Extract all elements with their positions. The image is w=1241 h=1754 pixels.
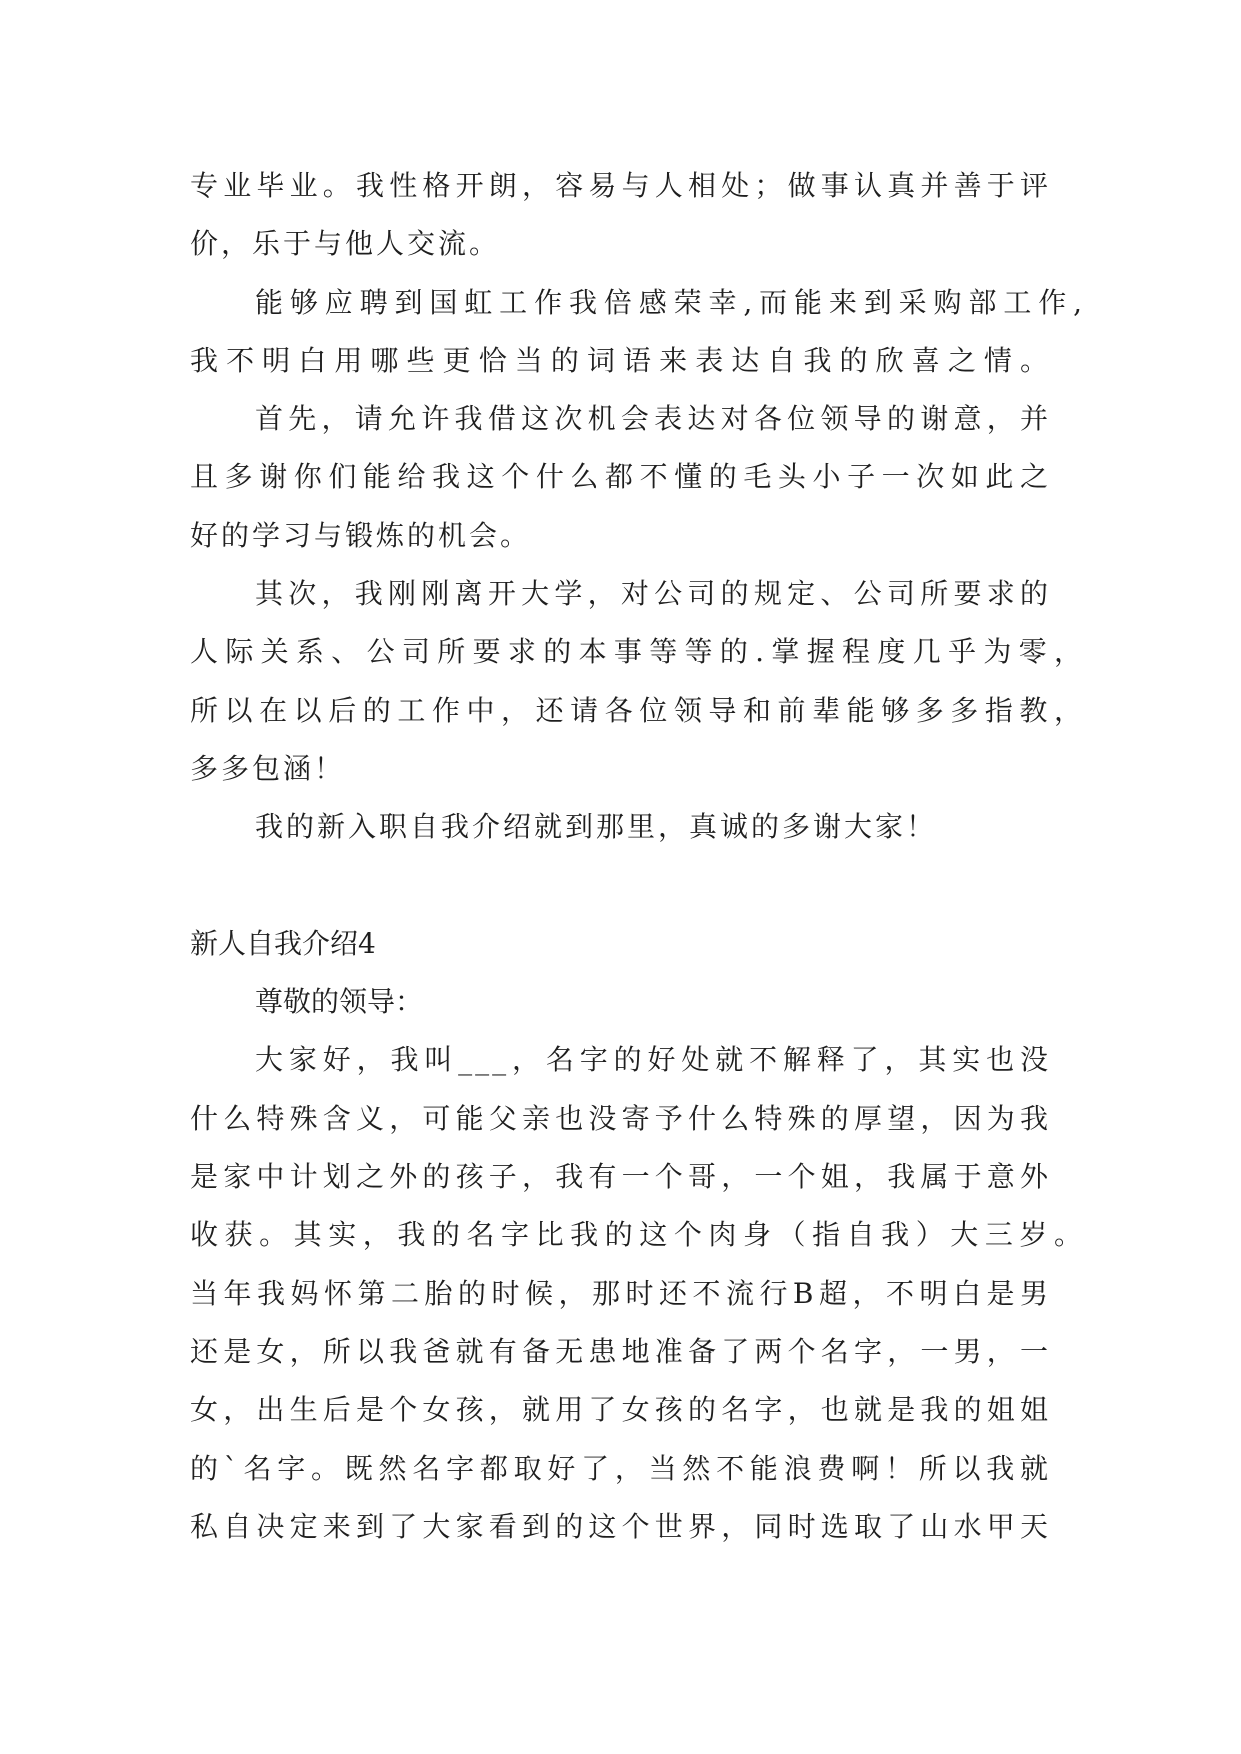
section-heading: 新人自我介绍4 [190, 926, 376, 960]
paragraph-line: 人际关系、公司所要求的本事等等的.掌握程度几乎为零， [190, 635, 1085, 669]
paragraph-line: 当年我妈怀第二胎的时候，那时还不流行B超，不明白是男 [190, 1276, 1051, 1310]
paragraph-line: 女，出生后是个女孩，就用了女孩的名字，也就是我的姐姐 [190, 1393, 1051, 1427]
paragraph-line: 多多包涵！ [190, 751, 346, 785]
paragraph-line: 我的新入职自我介绍就到那里，真诚的多谢大家！ [255, 810, 938, 844]
paragraph [190, 798, 1090, 856]
paragraph [190, 390, 1090, 565]
blank-line [190, 857, 1090, 915]
paragraph-line: 私自决定来到了大家看到的这个世界，同时选取了山水甲天 [190, 1509, 1051, 1543]
paragraph-line: 专业毕业。我性格开朗，容易与人相处；做事认真并善于评 [190, 169, 1051, 202]
paragraph [190, 274, 1090, 391]
paragraph-line: 能够应聘到国虹工作我倍感荣幸,而能来到采购部工作, [255, 285, 1085, 319]
paragraph-line: 的`名字。既然名字都取好了，当然不能浪费啊！所以我就 [190, 1451, 1051, 1485]
paragraph-line: 其次，我刚刚离开大学，对公司的规定、公司所要求的 [255, 577, 1051, 611]
paragraph-line: 好的学习与锻炼的机会。 [190, 518, 532, 552]
paragraph-line: 什么特殊含义，可能父亲也没寄予什么特殊的厚望，因为我 [190, 1101, 1051, 1135]
paragraph-line: 收获。其实，我的名字比我的这个肉身（指自我）大三岁。 [190, 1218, 1085, 1252]
paragraph-line: 是家中计划之外的孩子，我有一个哥，一个姐，我属于意外 [190, 1160, 1051, 1194]
paragraph [190, 565, 1090, 798]
paragraph-line: 且多谢你们能给我这个什么都不懂的毛头小子一次如此之 [190, 460, 1051, 494]
paragraph-line: 首先，请允许我借这次机会表达对各位领导的谢意，并 [255, 402, 1051, 436]
paragraph-line: 大家好，我叫___，名字的好处就不解释了，其实也没 [255, 1043, 1051, 1077]
paragraph-line: 价，乐于与他人交流。 [190, 227, 501, 261]
paragraph [190, 1031, 1090, 1556]
paragraph-line: 我不明白用哪些更恰当的词语来表达自我的欣喜之情。 [190, 343, 1051, 377]
paragraph-line: 所以在以后的工作中，还请各位领导和前辈能够多多指教， [190, 693, 1085, 727]
paragraph-line: 还是女，所以我爸就有备无患地准备了两个名字，一男，一 [190, 1334, 1051, 1368]
document-body [190, 157, 1090, 1556]
salutation: 尊敬的领导： [255, 985, 424, 1019]
paragraph [190, 157, 1090, 274]
